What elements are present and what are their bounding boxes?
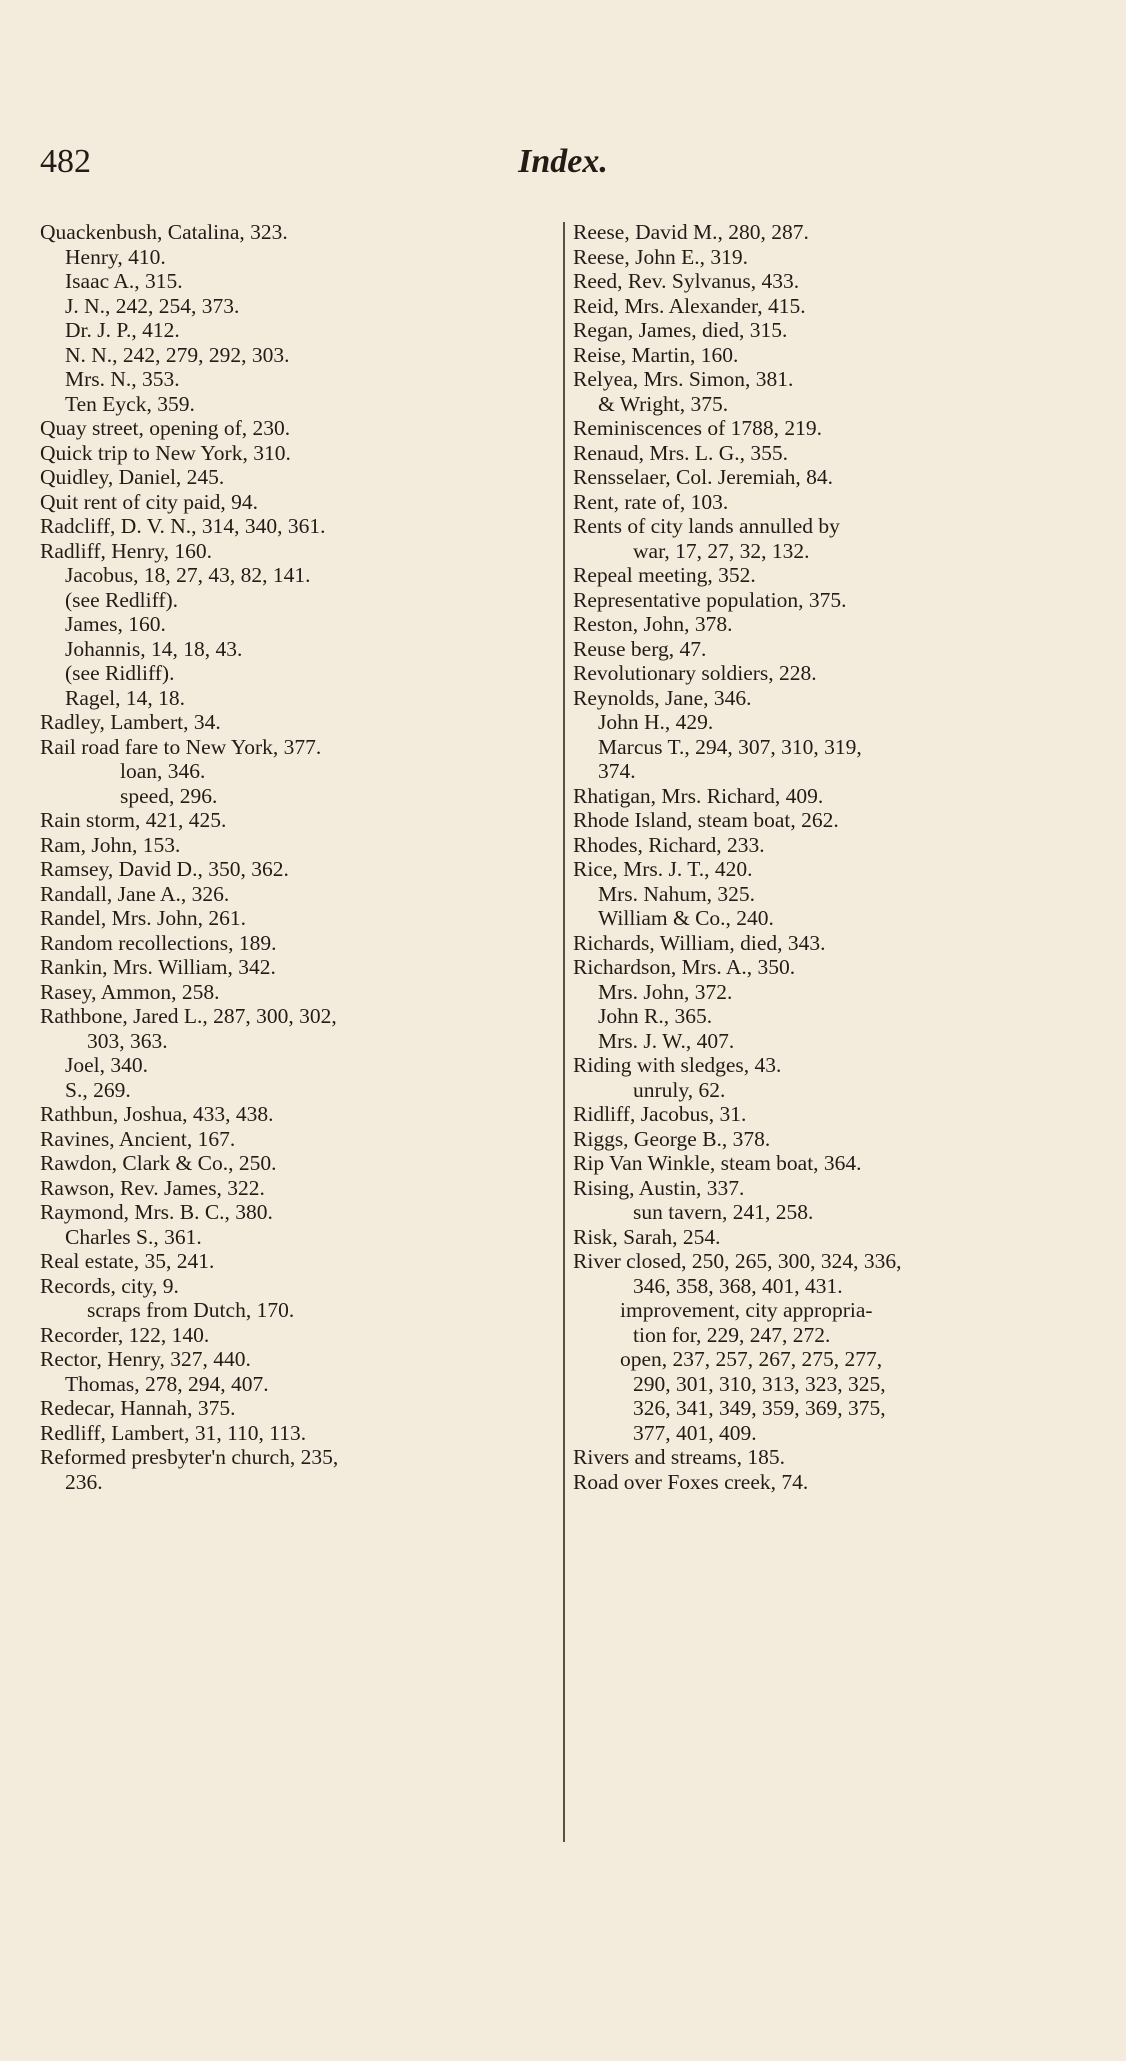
index-entry: Raymond, Mrs. B. C., 380.: [40, 1200, 273, 1224]
index-entry: Reese, John E., 319.: [573, 244, 748, 269]
index-entry: Radliff, Henry, 160.: [40, 538, 212, 563]
index-entry: Rents of city lands annulled by: [573, 514, 840, 538]
index-entry: Rain storm, 421, 425.: [40, 808, 227, 832]
index-entry: Charles S., 361.: [65, 1224, 202, 1249]
index-entry: Richardson, Mrs. A., 350.: [573, 955, 796, 979]
index-entry: Random recollections, 189.: [40, 930, 277, 955]
index-entry: war, 17, 27, 32, 132.: [633, 538, 810, 563]
index-entry: sun tavern, 241, 258.: [633, 1200, 814, 1224]
index-entry: Real estate, 35, 241.: [40, 1249, 215, 1273]
index-entry: Revolutionary soldiers, 228.: [573, 661, 817, 685]
index-entry: Reid, Mrs. Alexander, 415.: [573, 293, 806, 318]
index-entry: Marcus T., 294, 307, 310, 319,: [598, 734, 862, 759]
index-entry: Quackenbush, Catalina, 323.: [40, 220, 288, 244]
index-entry: Quidley, Daniel, 245.: [40, 465, 225, 489]
index-entry: Riding with sledges, 43.: [573, 1053, 782, 1077]
index-entry: scraps from Dutch, 170.: [87, 1298, 295, 1322]
index-entry: John R., 365.: [598, 1004, 713, 1028]
index-entry: Mrs. J. W., 407.: [598, 1028, 735, 1053]
index-entry: Redliff, Lambert, 31, 110, 113.: [40, 1420, 307, 1445]
index-entry: Records, city, 9.: [40, 1273, 179, 1298]
index-entry: Rip Van Winkle, steam boat, 364.: [573, 1151, 862, 1175]
index-entry: 377, 401, 409.: [633, 1420, 757, 1445]
index-entry: Reston, John, 378.: [573, 612, 733, 636]
index-entry: Randall, Jane A., 326.: [40, 881, 230, 906]
index-entry: J. N., 242, 254, 373.: [65, 293, 240, 318]
index-entry: Rice, Mrs. J. T., 420.: [573, 857, 753, 881]
index-entry: loan, 346.: [120, 759, 206, 783]
index-entry: improvement, city appropria-: [620, 1298, 873, 1322]
index-entry: 374.: [598, 759, 636, 783]
index-entry: William & Co., 240.: [598, 906, 774, 930]
index-entry: Reese, David M., 280, 287.: [573, 220, 809, 244]
index-entry: 346, 358, 368, 401, 431.: [633, 1273, 843, 1298]
index-entry: Ragel, 14, 18.: [65, 685, 186, 710]
page-title: Index.: [518, 143, 608, 180]
index-entry: Randel, Mrs. John, 261.: [40, 906, 247, 930]
index-entry: speed, 296.: [120, 783, 218, 808]
index-entry: Rathbone, Jared L., 287, 300, 302,: [40, 1004, 337, 1028]
index-entry: Road over Foxes creek, 74.: [573, 1469, 809, 1494]
index-entry: Relyea, Mrs. Simon, 381.: [573, 367, 794, 391]
index-entry: Rensselaer, Col. Jeremiah, 84.: [573, 465, 834, 489]
index-entry: Rathbun, Joshua, 433, 438.: [40, 1102, 274, 1126]
index-entry: Rawdon, Clark & Co., 250.: [40, 1151, 277, 1175]
index-entry: Rhatigan, Mrs. Richard, 409.: [573, 783, 824, 808]
index-entry: Ridliff, Jacobus, 31.: [573, 1102, 747, 1126]
index-entry: James, 160.: [65, 612, 166, 636]
index-entry: 326, 341, 349, 359, 369, 375,: [633, 1396, 886, 1420]
page-number: 482: [40, 143, 91, 180]
index-entry: Thomas, 278, 294, 407.: [65, 1371, 269, 1396]
index-entry: Richards, William, died, 343.: [573, 930, 826, 955]
index-entry: Reuse berg, 47.: [573, 636, 707, 661]
index-entry: Rail road fare to New York, 377.: [40, 734, 322, 759]
index-entry: Recorder, 122, 140.: [40, 1322, 210, 1347]
index-entry: open, 237, 257, 267, 275, 277,: [620, 1347, 883, 1371]
index-entry: Johannis, 14, 18, 43.: [65, 636, 243, 661]
index-entry: Reynolds, Jane, 346.: [573, 685, 752, 710]
index-entry: Rising, Austin, 337.: [573, 1175, 745, 1200]
index-entry: Isaac A., 315.: [65, 269, 183, 293]
index-entry: & Wright, 375.: [598, 391, 729, 416]
index-entry: Risk, Sarah, 254.: [573, 1224, 721, 1249]
index-entry: Regan, James, died, 315.: [573, 318, 788, 342]
index-entry: Renaud, Mrs. L. G., 355.: [573, 440, 788, 465]
index-entry: 290, 301, 310, 313, 323, 325,: [633, 1371, 886, 1396]
page-header: [0, 140, 1126, 184]
index-entry: John H., 429.: [598, 710, 714, 734]
index-entry: Redecar, Hannah, 375.: [40, 1396, 236, 1420]
index-entry: Quit rent of city paid, 94.: [40, 489, 258, 514]
index-entry: Rent, rate of, 103.: [573, 489, 729, 514]
index-entry: Ten Eyck, 359.: [65, 391, 195, 416]
index-entry: Dr. J. P., 412.: [65, 318, 180, 342]
index-entry: Repeal meeting, 352.: [573, 563, 756, 587]
index-entry: Mrs. John, 372.: [598, 979, 733, 1004]
index-entry: tion for, 229, 247, 272.: [633, 1322, 831, 1347]
index-entry: Rawson, Rev. James, 322.: [40, 1175, 265, 1200]
index-entry: Reise, Martin, 160.: [573, 342, 739, 367]
index-column-left: [40, 220, 560, 1494]
index-entry: Reed, Rev. Sylvanus, 433.: [573, 269, 800, 293]
index-entry: Reformed presbyter'n church, 235,: [40, 1445, 339, 1469]
index-entry: N. N., 242, 279, 292, 303.: [65, 342, 290, 367]
index-entry: Mrs. N., 353.: [65, 367, 180, 391]
index-entry: Mrs. Nahum, 325.: [598, 881, 756, 906]
index-entry: unruly, 62.: [633, 1077, 726, 1102]
index-column-right: [573, 220, 1103, 1494]
index-entry: S., 269.: [65, 1077, 131, 1102]
index-entry: Quick trip to New York, 310.: [40, 440, 291, 465]
index-entry: Henry, 410.: [65, 244, 166, 269]
index-entry: (see Redliff).: [65, 587, 179, 612]
index-entry: Rector, Henry, 327, 440.: [40, 1347, 251, 1371]
index-entry: Jacobus, 18, 27, 43, 82, 141.: [65, 563, 311, 587]
index-entry: Quay street, opening of, 230.: [40, 416, 291, 440]
index-entry: River closed, 250, 265, 300, 324, 336,: [573, 1249, 902, 1273]
index-entry: Rivers and streams, 185.: [573, 1445, 785, 1469]
index-entry: Rankin, Mrs. William, 342.: [40, 955, 276, 979]
index-entry: Rhodes, Richard, 233.: [573, 832, 765, 857]
index-entry: 236.: [65, 1469, 103, 1494]
index-entry: Joel, 340.: [65, 1053, 149, 1077]
index-entry: Rhode Island, steam boat, 262.: [573, 808, 839, 832]
index-entry: Ramsey, David D., 350, 362.: [40, 857, 289, 881]
index-entry: Radley, Lambert, 34.: [40, 710, 221, 734]
index-entry: Riggs, George B., 378.: [573, 1126, 771, 1151]
index-entry: Ravines, Ancient, 167.: [40, 1126, 236, 1151]
index-entry: Reminiscences of 1788, 219.: [573, 416, 822, 440]
index-entry: Representative population, 375.: [573, 587, 847, 612]
index-entry: Rasey, Ammon, 258.: [40, 979, 220, 1004]
index-entry: Radcliff, D. V. N., 314, 340, 361.: [40, 514, 326, 538]
index-entry: 303, 363.: [87, 1028, 168, 1053]
index-entry: Ram, John, 153.: [40, 832, 181, 857]
column-divider: [563, 222, 565, 1842]
index-entry: (see Ridliff).: [65, 661, 175, 685]
